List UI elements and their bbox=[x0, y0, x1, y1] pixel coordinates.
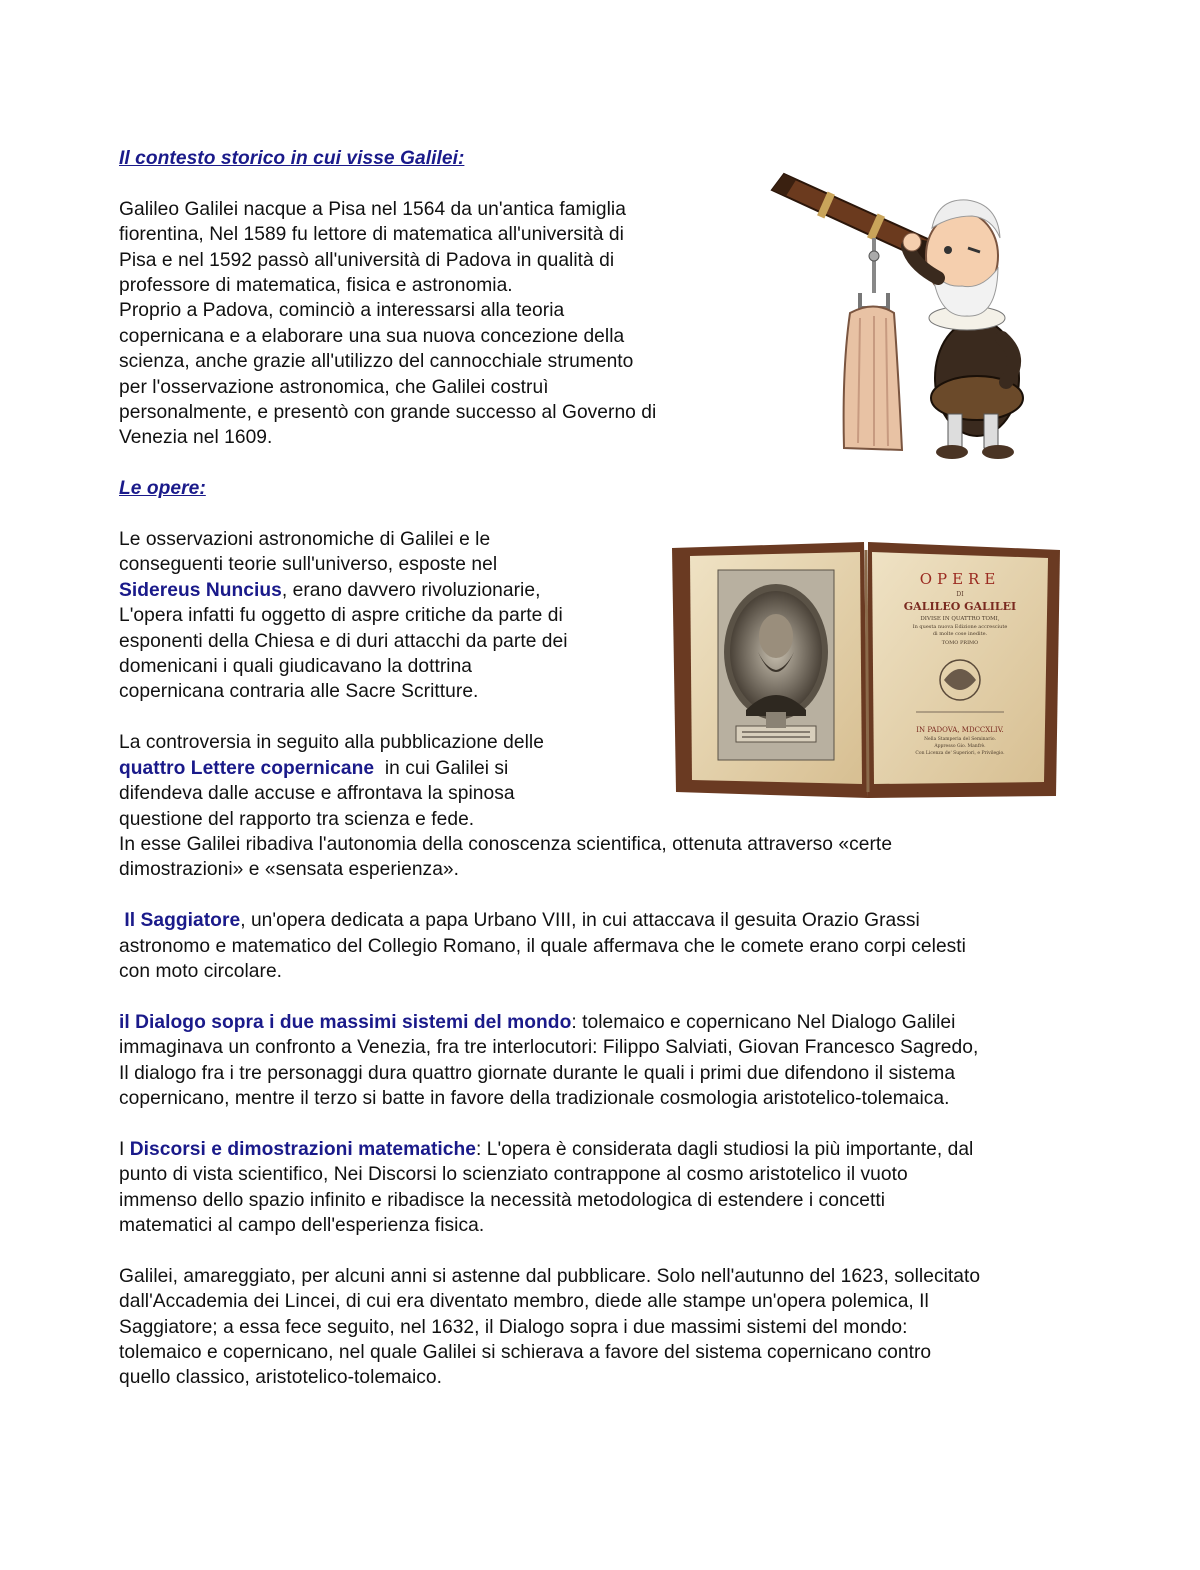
paragraph-text: I bbox=[119, 1138, 130, 1160]
paragraph-line: La controversia in seguito alla pubblicazione delle bbox=[119, 732, 544, 754]
paragraph-line: conseguenti teorie sull'universo, esposte nel bbox=[119, 554, 498, 576]
paragraph-line: esponenti della Chiesa e di duri attacchi da parte dei bbox=[119, 630, 568, 652]
section-heading-context: Il contesto storico in cui visse Galilei: bbox=[119, 148, 465, 169]
paragraph-line: copernicano, mentre il terzo si batte in favore della tradizionale cosmologia aristotelico-tolemaica. bbox=[119, 1087, 950, 1109]
paragraph-text: , un'opera dedicata a papa Urbano VIII, in cui attaccava il gesuita Orazio Grassi bbox=[240, 910, 920, 932]
galileo-telescope-illustration bbox=[762, 168, 1052, 468]
opere-book-photo bbox=[668, 540, 1064, 800]
paragraph-line: In esse Galilei ribadiva l'autonomia della conoscenza scientifica, ottenuta attraverso «certe bbox=[119, 833, 893, 855]
book-image bbox=[668, 540, 1064, 800]
paragraph-line: questione del rapporto tra scienza e fede. bbox=[119, 808, 475, 830]
paragraph-line: con moto circolare. bbox=[119, 960, 283, 982]
paragraph-text: : L'opera è considerata dagli studiosi la più importante, dal bbox=[476, 1138, 974, 1160]
paragraph-line: astronomo e matematico del Collegio Romano, il quale affermava che le comete erano corpi celesti bbox=[119, 935, 966, 957]
paragraph-line: Pisa e nel 1592 passò all'università di Padova in qualità di bbox=[119, 249, 615, 271]
paragraph-line: tolemaico e copernicano, nel quale Galilei si schierava a favore del sistema copernicano contro bbox=[119, 1341, 932, 1363]
book-subtitle-text: di molte cose inedite. bbox=[932, 631, 988, 637]
paragraph-line: matematici al campo dell'esperienza fisica. bbox=[119, 1214, 485, 1236]
paragraph-line: punto di vista scientifico, Nei Discorsi lo scienziato contrappone al cosmo aristotelico il vuoto bbox=[119, 1164, 908, 1186]
paragraph-line: quello classico, aristotelico-tolemaico. bbox=[119, 1367, 442, 1389]
work-title-sidereus-nuncius: Sidereus Nuncius bbox=[119, 579, 282, 601]
paragraph-line bbox=[119, 908, 980, 933]
section-heading-works: Le opere: bbox=[119, 478, 206, 500]
paragraph-line: dall'Accademia dei Lincei, di cui era diventato membro, diede alle stampe un'opera polemica, Il bbox=[119, 1291, 929, 1313]
book-printer-text: Con Licenza de' Superiori, e Privilegio. bbox=[915, 751, 1005, 756]
paragraph-line: dimostrazioni» e «sensata esperienza». bbox=[119, 859, 460, 881]
work-title-discorsi: Discorsi e dimostrazioni matematiche bbox=[129, 1138, 476, 1160]
paragraph-line: per l'osservazione astronomica, che Galilei costruì bbox=[119, 376, 549, 398]
paragraph-line: Le osservazioni astronomiche di Galilei e le bbox=[119, 529, 491, 551]
book-tomo-text: TOMO PRIMO bbox=[941, 640, 979, 646]
work-title-dialogo: il Dialogo sopra i due massimi sistemi del mondo bbox=[119, 1011, 572, 1033]
work-title-saggiatore: Il Saggiatore bbox=[119, 910, 241, 932]
book-di-text: DI bbox=[956, 591, 964, 598]
book-author-text: GALILEO GALILEI bbox=[903, 600, 1017, 613]
paragraph-line: Galilei, amareggiato, per alcuni anni si astenne dal pubblicare. Solo nell'autunno del 1623, sollecitato bbox=[119, 1265, 981, 1287]
paragraph-line: Venezia nel 1609. bbox=[119, 427, 273, 449]
book-place-text: IN PADOVA, MDCCXLIV. bbox=[916, 726, 1004, 734]
paragraph-line: fiorentina, Nel 1589 fu lettore di matematica all'università di bbox=[119, 224, 624, 246]
galileo-cartoon-image bbox=[762, 168, 1052, 468]
paragraph-line: Galileo Galilei nacque a Pisa nel 1564 da un'antica famiglia bbox=[119, 198, 626, 220]
paragraph-line: copernicana contraria alle Sacre Scritture. bbox=[119, 681, 479, 703]
paragraph-text: , erano davvero rivoluzionarie, bbox=[281, 579, 541, 601]
paragraph-line: immaginava un confronto a Venezia, fra tre interlocutori: Filippo Salviati, Giovan Francesco Sagredo, bbox=[119, 1037, 979, 1059]
paragraph-line: professore di matematica, fisica e astronomia. bbox=[119, 275, 513, 297]
paragraph-line: immenso dello spazio infinito e ribadisce la necessità metodologica di estendere i concetti bbox=[119, 1189, 886, 1211]
book-title-text: OPERE bbox=[919, 570, 1001, 588]
paragraph-line bbox=[119, 1010, 980, 1035]
paragraph-text: : tolemaico e copernicano Nel Dialogo Galilei bbox=[571, 1011, 956, 1033]
book-subtitle-text: In questa nuova Edizione accresciute bbox=[912, 624, 1008, 630]
paragraph-line: scienza, anche grazie all'utilizzo del cannocchiale strumento bbox=[119, 351, 634, 373]
paragraph-line: Il dialogo fra i tre personaggi dura quattro giornate durante le quali i primi due difendono il sistema bbox=[119, 1062, 956, 1084]
paragraph-text: in cui Galilei si bbox=[374, 757, 509, 779]
paragraph-line: personalmente, e presentò con grande successo al Governo di bbox=[119, 402, 657, 424]
work-title-lettere-copernicane: quattro Lettere copernicane bbox=[119, 757, 375, 779]
book-subtitle-text: DIVISE IN QUATTRO TOMI, bbox=[920, 616, 1000, 622]
paragraph-line: Proprio a Padova, cominciò a interessarsi alla teoria bbox=[119, 300, 565, 322]
paragraph-line: copernicana e a elaborare una sua nuova concezione della bbox=[119, 325, 625, 347]
paragraph-line: L'opera infatti fu oggetto di aspre critiche da parte di bbox=[119, 605, 563, 627]
paragraph-line: domenicani i quali giudicavano la dottrina bbox=[119, 656, 473, 678]
book-printer-text: Nella Stamperia del Seminario. bbox=[924, 737, 996, 742]
paragraph-line bbox=[119, 1137, 980, 1162]
paragraph-line: difendeva dalle accuse e affrontava la spinosa bbox=[119, 783, 515, 805]
book-printer-text: Appresso Gio. Manfrè. bbox=[934, 744, 986, 749]
paragraph-line: Saggiatore; a essa fece seguito, nel 1632, il Dialogo sopra i due massimi sistemi del mondo: bbox=[119, 1316, 908, 1338]
